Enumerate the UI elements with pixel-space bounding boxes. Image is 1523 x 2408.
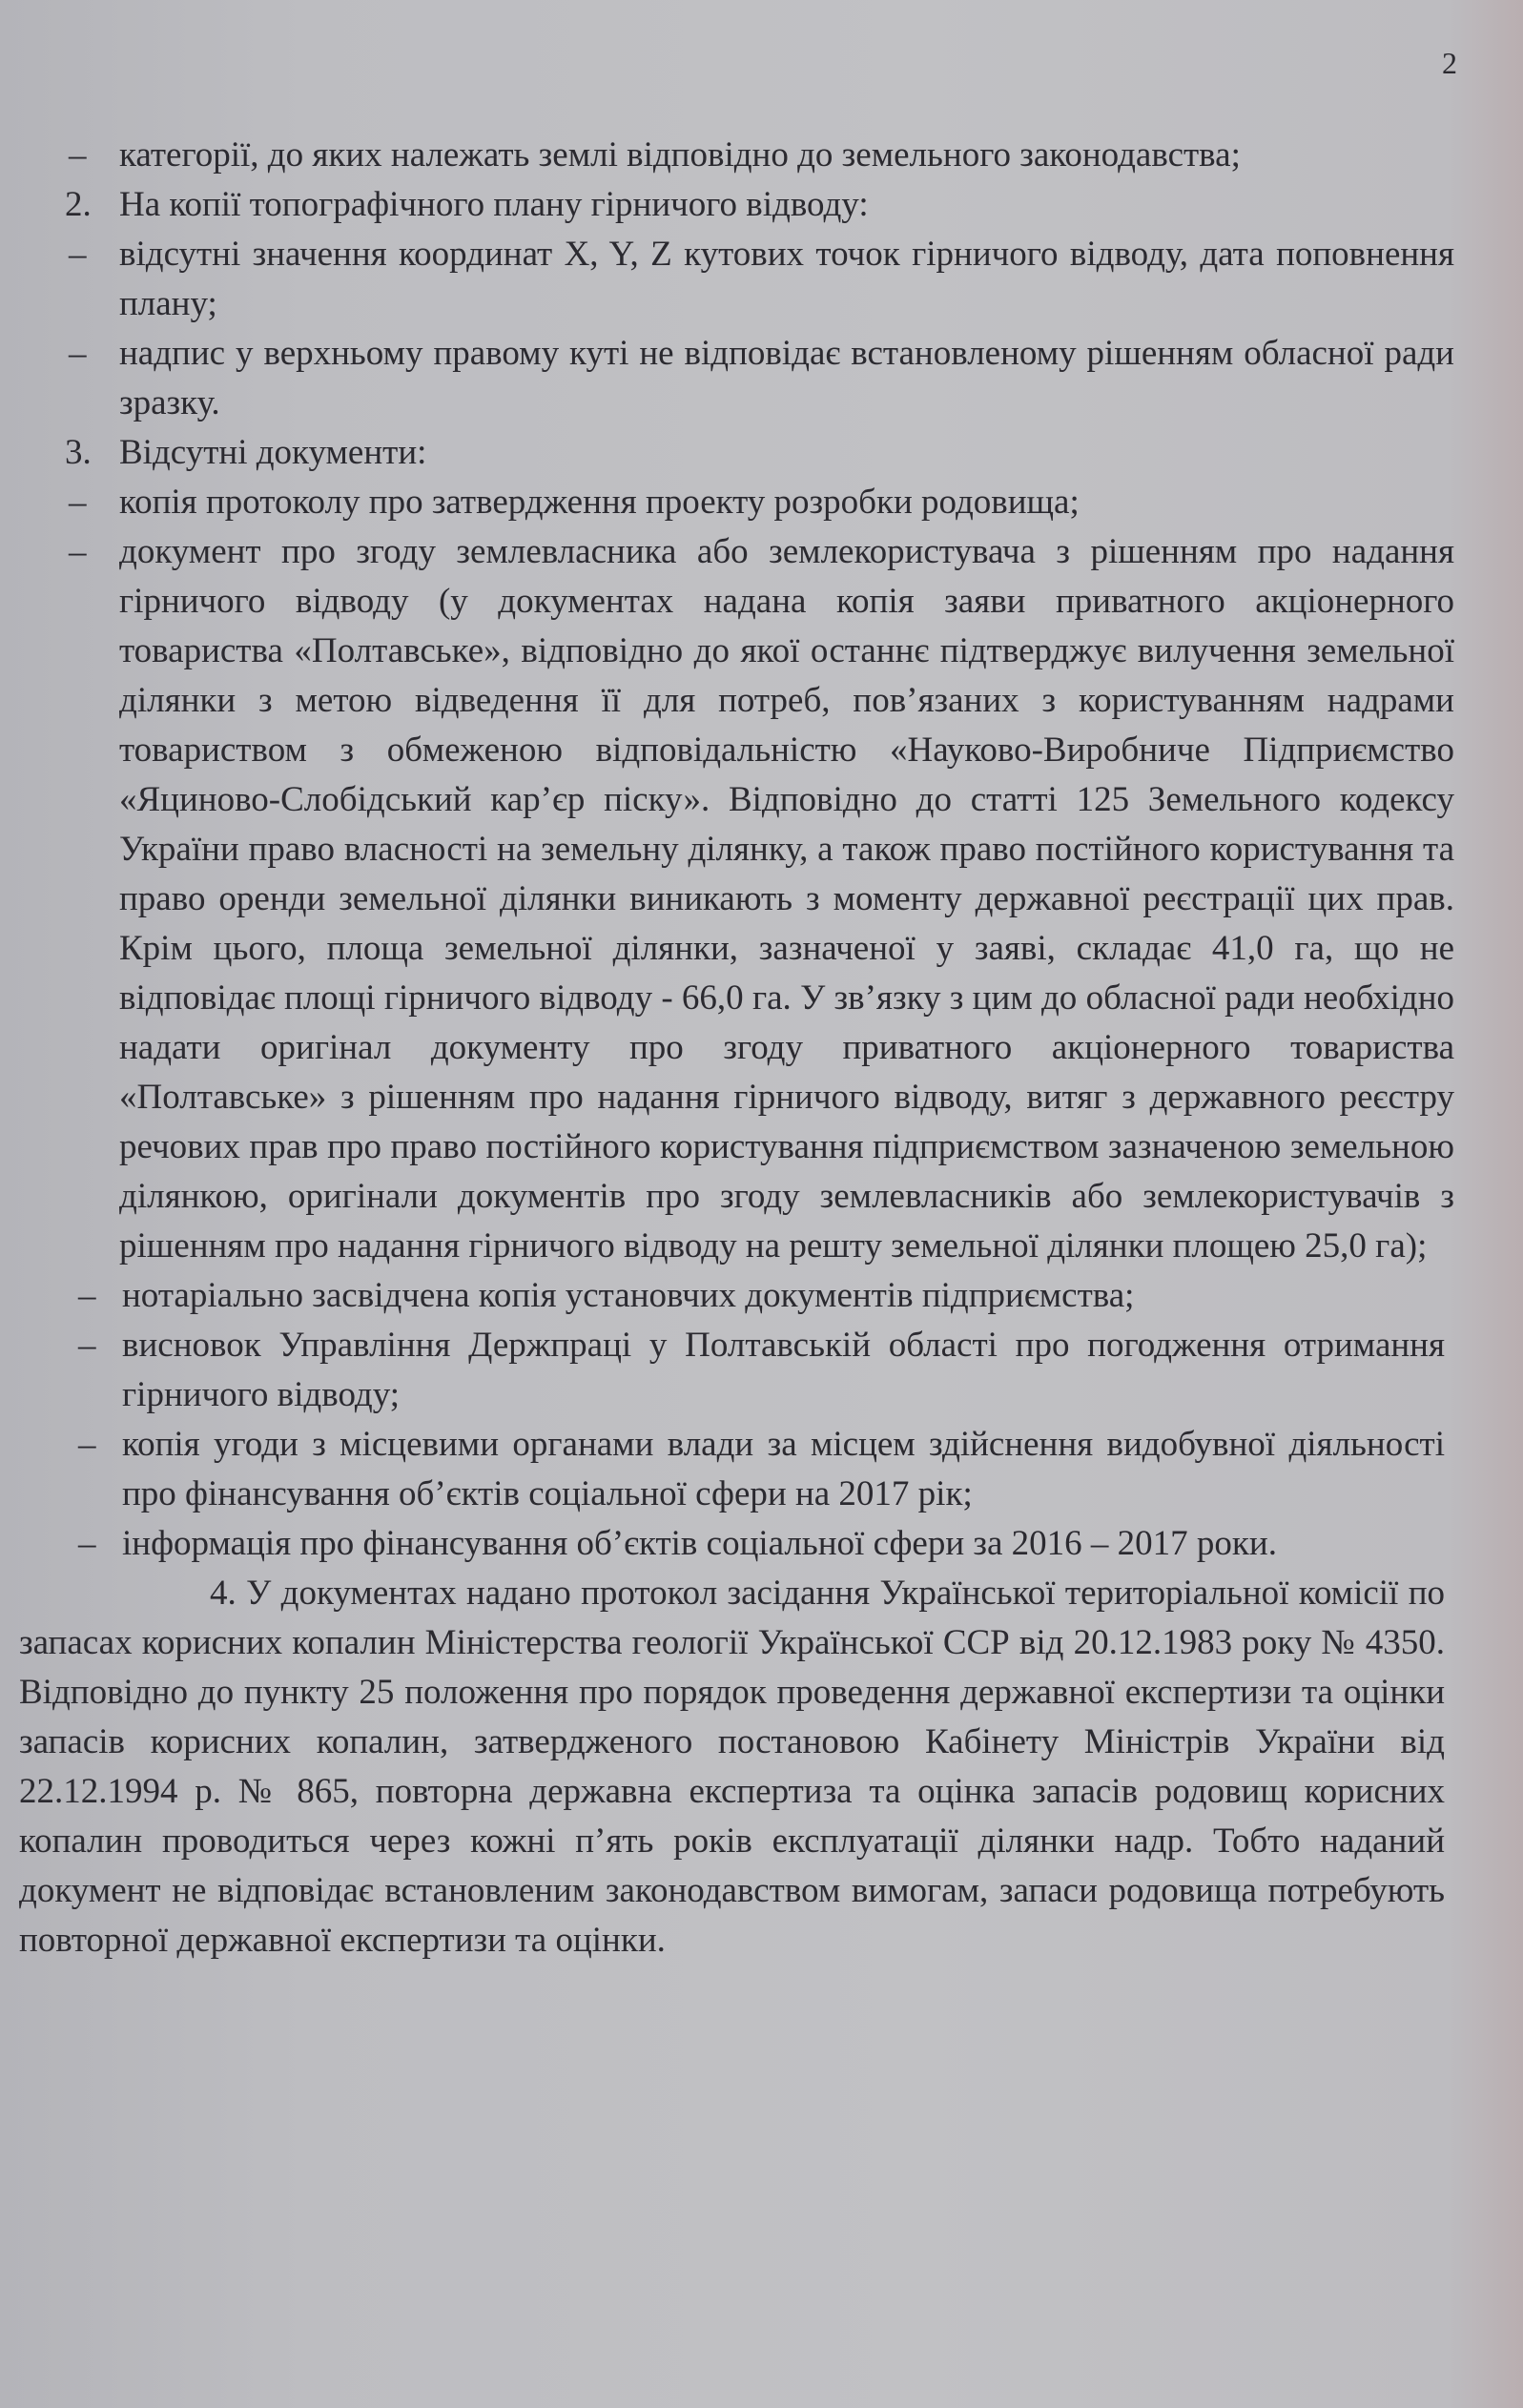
dash-marker: – xyxy=(78,1524,96,1563)
dash-marker: – xyxy=(69,235,87,274)
list-item-text: нотаріально засвідчена копія установчих документів підприємства; xyxy=(122,1276,1135,1315)
dash-marker: – xyxy=(69,483,87,522)
dash-marker: – xyxy=(78,1425,96,1464)
numbered-item-text: На копії топографічного плану гірничого відводу: xyxy=(119,185,869,224)
document-body xyxy=(0,131,1523,1966)
number-marker: 3. xyxy=(65,433,92,472)
numbered-item-3 xyxy=(0,428,1523,478)
list-item-consent-document xyxy=(0,527,1523,1271)
paragraph-4: 4. У документах надано протокол засідання Української територіальної комісії по запасах корисних копалин Міністерства геології Української ССР від 20.12.1983 року № 4350. Відповідно до пункту 25 положення про порядок проведення державної експертизи та оцінки запасів корисних копалин, затвердженого постановою Кабінету Міністрів України від 22.12.1994 р. № 865, повторна державна експертиза та оцінка запасів родовищ корисних копалин проводиться через кожні п’ять років експлуатації ділянки надр. Тобто наданий документ не відповідає встановленим законодавством вимогам, запаси родовища потребують повторної державної експертизи та оцінки. xyxy=(19,1574,1445,1960)
dash-marker: – xyxy=(69,135,87,175)
list-item-text: копія протоколу про затвердження проекту розробки родовища; xyxy=(119,483,1080,522)
list-item-notarized-copy xyxy=(0,1271,1523,1321)
list-item-derzhpratsi-conclusion xyxy=(0,1321,1523,1420)
list-item-text: інформація про фінансування об’єктів соціальної сфери за 2016 – 2017 роки. xyxy=(122,1524,1277,1563)
dash-marker: – xyxy=(69,334,87,373)
list-item-text: надпис у верхньому правому куті не відповідає встановленому рішенням обласної ради зразку. xyxy=(119,334,1454,422)
dash-marker: – xyxy=(69,532,87,571)
list-item-local-agreement xyxy=(0,1420,1523,1519)
list-item-protocol-copy xyxy=(0,478,1523,527)
number-marker: 2. xyxy=(65,185,92,224)
list-item-coordinates xyxy=(0,230,1523,329)
list-item-land-categories xyxy=(0,131,1523,180)
dash-marker: – xyxy=(78,1326,96,1365)
list-item-social-financing xyxy=(0,1519,1523,1569)
list-item-text: відсутні значення координат X, Y, Z кутових точок гірничого відводу, дата поповнення плану; xyxy=(119,235,1454,323)
page-number: 2 xyxy=(1442,46,1457,80)
list-item-inscription xyxy=(0,329,1523,428)
numbered-item-2 xyxy=(0,180,1523,230)
list-item-text: висновок Управління Держпраці у Полтавській області про погодження отримання гірничого відводу; xyxy=(122,1326,1445,1414)
dash-marker: – xyxy=(78,1276,96,1315)
list-item-text: категорії, до яких належать землі відповідно до земельного законодавства; xyxy=(119,135,1241,175)
list-item-text: документ про згоду землевласника або землекористувача з рішенням про надання гірничого відводу (у документах надана копія заяви приватного акціонерного товариства «Полтавське», відповідно до якої останнє підтверджує вилучення земельної ділянки з метою відведення її для потреб, пов’язаних з користуванням надрами товариством з обмеженою відповідальністю «Науково-Виробниче Підприємство «Яциново-Слобідський кар’єр піску». Відповідно до статті 125 Земельного кодексу України право власності на земельну ділянку, а також право постійного користування та право оренди земельної ділянки виникають з моменту державної реєстрації цих прав. Крім цього, площа земельної ділянки, зазначеної у заяві, складає 41,0 га, що не відповідає площі гірничого відводу - 66,0 га. У зв’язку з цим до обласної ради необхідно надати оригінал документу про згоду приватного акціонерного товариства «Полтавське» з рішенням про надання гірничого відводу, витяг з державного реєстру речових прав про право постійного користування підприємством зазначеною земельною ділянкою, оригінали документів про згоду землевласників або землекористувачів з рішенням про надання гірничого відводу на решту земельної ділянки площею 25,0 га); xyxy=(119,532,1454,1266)
numbered-item-text: Відсутні документи: xyxy=(119,433,427,472)
list-item-text: копія угоди з місцевими органами влади за місцем здійснення видобувної діяльності про фінансування об’єктів соціальної сфери на 2017 рік; xyxy=(122,1425,1445,1513)
